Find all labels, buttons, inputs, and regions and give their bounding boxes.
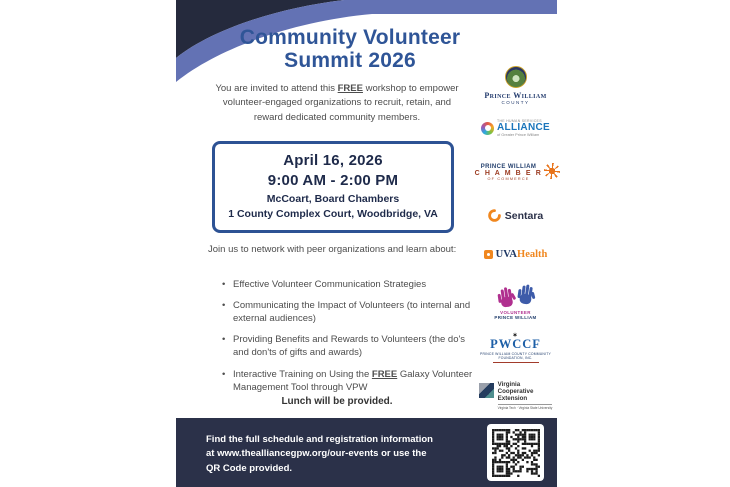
list-item: • Interactive Training on Using the FREE Galaxy Volunteer Management Tool through VPW (222, 368, 474, 394)
sponsor-alliance: THE HUMAN SERVICES ALLIANCE of Greater Prince William (474, 119, 557, 137)
sentara-swirl-icon (488, 209, 501, 222)
alliance-swirl-icon (481, 122, 494, 135)
event-time: 9:00 AM - 2:00 PM (267, 172, 399, 190)
page-title (220, 26, 480, 72)
sunburst-icon (544, 163, 560, 179)
title-line-2: Summit 2026 (284, 49, 416, 73)
sponsor-logos (474, 0, 557, 418)
sponsor-uva-health: UVAHealth (474, 249, 557, 260)
list-item: • Providing Benefits and Rewards to Volunteers (the do's and don'ts of gifts and awards) (222, 333, 474, 359)
title-line-1: Community Volunteer (239, 26, 461, 49)
sponsor-volunteer-prince-william: VOLUNTEER PRINCE WILLIAM (474, 281, 557, 320)
sponsor-pwccf: ✶ PWCCF PRINCE WILLIAM COUNTY COMMUNITY FOUNDATION, INC. (474, 338, 557, 363)
join-text: Join us to network with peer organizations and learn about: (208, 244, 457, 255)
sponsor-prince-william-county: Prince William COUNTY (474, 66, 557, 105)
event-flyer (176, 0, 557, 487)
intro-pre: You are invited to attend this (215, 83, 338, 94)
sponsor-sentara: Sentara (474, 209, 557, 222)
county-seal-icon (505, 66, 527, 88)
intro-text (214, 82, 460, 125)
vce-square-icon (479, 383, 494, 398)
handprints-icon (496, 281, 536, 309)
registration-info-text: Find the full schedule and registration information at www.thealliancegpw.org/our-events or use the QR Code provided. (206, 434, 433, 474)
event-venue: McCoart, Board Chambers (266, 192, 400, 205)
lunch-note: Lunch will be provided. (281, 396, 393, 407)
list-item: • Effective Volunteer Communication Strategies (222, 278, 474, 291)
qr-code (487, 424, 544, 481)
bullet-free-emphasis: FREE (371, 368, 398, 380)
sponsor-chamber-of-commerce: PRINCE WILLIAM C H A M B E R OF COMMERCE (474, 164, 557, 181)
event-address: 1 County Complex Court, Woodbridge, VA (228, 207, 438, 220)
intro-free-emphasis: FREE (337, 83, 363, 94)
footer-band (176, 418, 557, 487)
pwccf-rule (493, 362, 539, 363)
list-item: • Communicating the Impact of Volunteers (to internal and external audiences) (222, 299, 474, 325)
uva-logo-icon (484, 250, 493, 259)
sponsor-virginia-cooperative-extension: Virginia Cooperative Extension Virginia Tech · Virginia State University (474, 381, 557, 410)
event-date: April 16, 2026 (283, 152, 383, 169)
event-details-box (212, 141, 454, 233)
intro-post: workshop to empower volunteer-engaged organizations to recruit, retain, and reward dedicated community members. (222, 83, 459, 123)
benefits-list (222, 278, 474, 402)
